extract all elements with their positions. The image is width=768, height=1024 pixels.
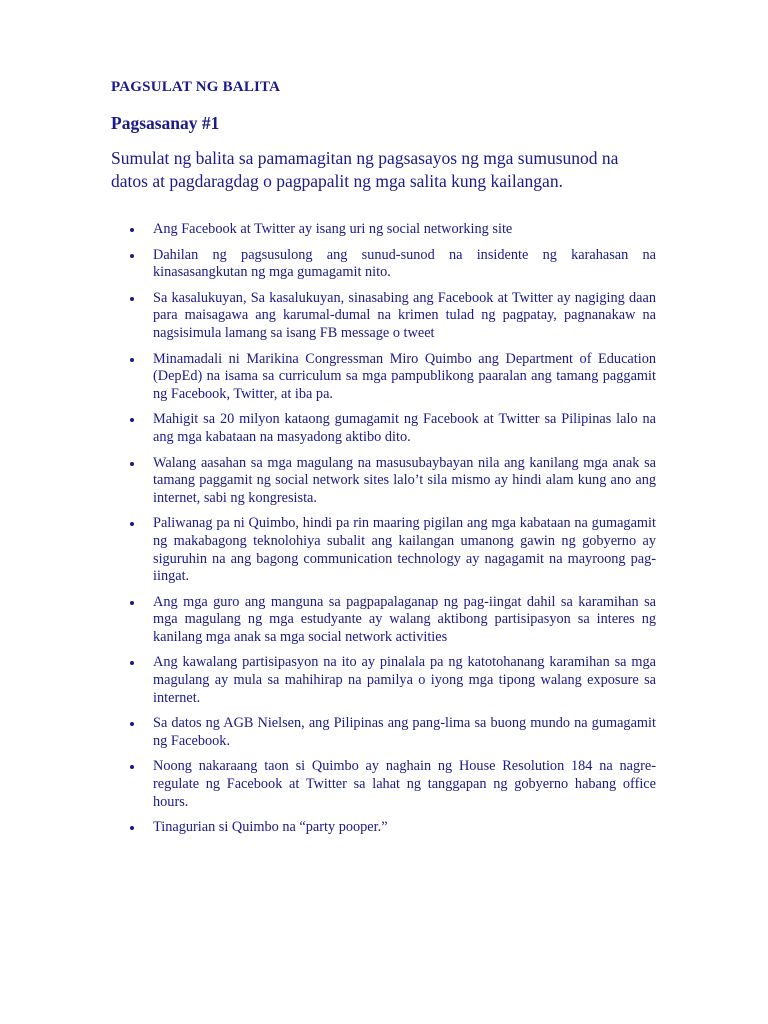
list-item [111,247,656,282]
list-item [111,594,656,647]
list-item-text: Paliwanag pa ni Quimbo, hindi pa rin maaring pigilan ang mga kabataan na gumagamit ng makabagong teknolohiya subalit ang kailangan umanong gawin ng gobyerno ay siguruhin na ang bagong communication technology ay nagagamit na mayroong pag-iingat. [153,515,656,585]
bullet-icon [130,228,134,232]
list-item [111,411,656,446]
document-title: PAGSULAT NG BALITA [111,79,281,95]
list-item-text: Noong nakaraang taon si Quimbo ay naghain ng House Resolution 184 na nagre-regulate ng Facebook at Twitter sa lahat ng tanggapan ng gobyerno habang office hours. [153,758,656,810]
list-item [111,221,656,239]
bullet-icon [130,297,134,301]
list-item [111,758,656,811]
list-item [111,715,656,750]
list-item [111,455,656,508]
list-item [111,351,656,404]
list-item-text: Minamadali ni Marikina Congressman Miro Quimbo ang Department of Education (DepEd) na isama sa curriculum sa mga pampublikong paaralan ang tamang paggamit ng Facebook, Twitter, at iba pa. [153,350,656,402]
bullet-icon [130,722,134,726]
list-item-text: Ang mga guro ang manguna sa pagpapalaganap ng pag-iingat dahil sa karamihan sa mga magulang ng mga estudyante ay walang aktibong partisipasyon sa interes ng kanilang mga anak sa mga social network activities [153,593,656,645]
bullet-icon [130,601,134,605]
list-item-text: Tinagurian si Quimbo na “party pooper.” [153,819,388,836]
list-item [111,654,656,707]
list-item-text: Sa datos ng AGB Nielsen, ang Pilipinas ang pang-lima sa buong mundo na gumagamit ng Facebook. [153,715,656,749]
list-item [111,290,656,343]
list-item-text: Walang aasahan sa mga magulang na masusubaybayan nila ang kanilang mga anak sa tamang paggamit ng social network sites lalo’t sila mismo ay hindi alam kung ano ang internet, sabi ng kongresista. [153,454,656,506]
bullet-icon [130,462,134,466]
list-item-text: Mahigit sa 20 milyon kataong gumagamit ng Facebook at Twitter sa Pilipinas lalo na ang mga kabataan na masyadong aktibo dito. [153,411,656,445]
exercise-heading: Pagsasanay #1 [111,113,220,133]
bullet-icon [130,522,134,526]
instructions-paragraph: Sumulat ng balita sa pamamagitan ng pagsasayos ng mga sumusunod na datos at pagdaragdag o pagpapalit ng mga salita kung kailangan. [111,148,619,191]
bullet-icon [130,826,134,830]
bullet-icon [130,358,134,362]
bullet-icon [130,661,134,665]
list-item-text: Dahilan ng pagsusulong ang sunud-sunod na insidente ng karahasan na kinasasangkutan ng mga gumagamit nito. [153,246,656,281]
bullet-icon [130,254,134,258]
list-item [111,819,656,837]
list-item [111,515,656,585]
list-item-text: Ang kawalang partisipasyon na ito ay pinalala pa ng katotohanang karamihan sa mga magulang ay mula sa mahihirap na pamilya o iyong mga tipong walang exposure sa internet. [153,654,656,706]
list-item-text: Sa kasalukuyan, Sa kasalukuyan, sinasabing ang Facebook at Twitter ay nagiging daan para maisagawa ang karumal-dumal na krimen tulad ng pagpatay, pagnanakaw na nagsisimula lamang sa isang FB message o tweet [153,289,656,341]
bullet-icon [130,765,134,769]
list-item-text: Ang Facebook at Twitter ay isang uri ng social networking site [153,221,513,237]
data-list [111,221,656,845]
bullet-icon [130,418,134,422]
